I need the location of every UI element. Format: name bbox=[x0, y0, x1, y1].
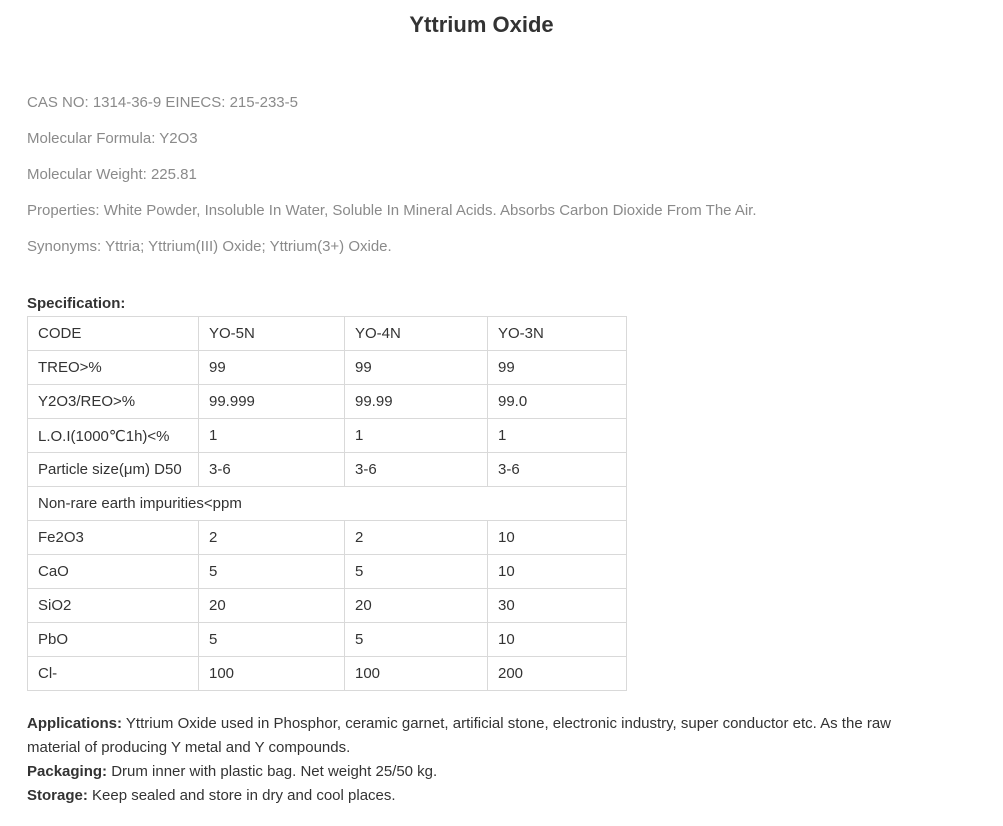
table-cell: 5 bbox=[199, 623, 345, 657]
table-cell: 5 bbox=[199, 555, 345, 589]
table-row bbox=[28, 657, 627, 691]
molecular-formula: Molecular Formula: Y2O3 bbox=[27, 130, 198, 147]
table-cell: 100 bbox=[345, 657, 488, 691]
synonyms: Synonyms: Yttria; Yttrium(III) Oxide; Yttrium(3+) Oxide. bbox=[27, 238, 392, 255]
molecular-weight: Molecular Weight: 225.81 bbox=[27, 166, 197, 183]
packaging bbox=[27, 760, 927, 784]
table-cell: 10 bbox=[488, 623, 627, 657]
table-cell: 20 bbox=[345, 589, 488, 623]
table-cell: 10 bbox=[488, 521, 627, 555]
table-row bbox=[28, 521, 627, 555]
table-cell: 5 bbox=[345, 555, 488, 589]
storage-text: Keep sealed and store in dry and cool places. bbox=[87, 787, 396, 804]
table-cell: SiO2 bbox=[28, 589, 199, 623]
table-cell: Fe2O3 bbox=[28, 521, 199, 555]
specification-table bbox=[27, 316, 627, 691]
table-cell: 3-6 bbox=[488, 453, 627, 487]
applications-label: Applications: bbox=[27, 715, 123, 732]
page-title: Yttrium Oxide bbox=[409, 12, 554, 37]
table-row bbox=[28, 589, 627, 623]
packaging-text: Drum inner with plastic bag. Net weight 25/50 kg. bbox=[107, 763, 438, 780]
table-row bbox=[28, 555, 627, 589]
table-cell: 2 bbox=[199, 521, 345, 555]
table-row bbox=[28, 453, 627, 487]
table-row bbox=[28, 419, 627, 453]
table-cell: CaO bbox=[28, 555, 199, 589]
table-header-cell: CODE bbox=[28, 317, 199, 351]
table-cell: L.O.I(1000℃1h)<% bbox=[28, 419, 199, 453]
product-notes bbox=[27, 712, 927, 808]
table-cell: Y2O3/REO>% bbox=[28, 385, 199, 419]
storage bbox=[27, 784, 927, 808]
table-header-cell: YO-4N bbox=[345, 317, 488, 351]
table-cell: 99 bbox=[199, 351, 345, 385]
table-cell: 99 bbox=[345, 351, 488, 385]
table-cell: 10 bbox=[488, 555, 627, 589]
table-cell: TREO>% bbox=[28, 351, 199, 385]
table-cell: Particle size(μm) D50 bbox=[28, 453, 199, 487]
table-header-row bbox=[28, 317, 627, 351]
table-row bbox=[28, 351, 627, 385]
table-cell: 99.99 bbox=[345, 385, 488, 419]
table-header-cell: YO-5N bbox=[199, 317, 345, 351]
table-cell: 1 bbox=[199, 419, 345, 453]
table-cell: 5 bbox=[345, 623, 488, 657]
table-cell: 3-6 bbox=[345, 453, 488, 487]
properties: Properties: White Powder, Insoluble In Water, Soluble In Mineral Acids. Absorbs Carbon Dioxide From The Air. bbox=[27, 202, 757, 219]
table-cell: 30 bbox=[488, 589, 627, 623]
cas-number: CAS NO: 1314-36-9 EINECS: 215-233-5 bbox=[27, 94, 298, 111]
table-cell: 3-6 bbox=[199, 453, 345, 487]
specification-label: Specification: bbox=[27, 295, 126, 312]
table-cell: 20 bbox=[199, 589, 345, 623]
table-cell: 1 bbox=[345, 419, 488, 453]
table-row bbox=[28, 623, 627, 657]
table-cell: 100 bbox=[199, 657, 345, 691]
table-cell: 2 bbox=[345, 521, 488, 555]
table-cell: 99.999 bbox=[199, 385, 345, 419]
table-cell: 99.0 bbox=[488, 385, 627, 419]
applications-text: Yttrium Oxide used in Phosphor, ceramic garnet, artificial stone, electronic industry, super conductor etc. As the raw material of producing Y metal and Y compounds. bbox=[27, 715, 891, 756]
packaging-label: Packaging: bbox=[27, 763, 108, 780]
table-cell: 1 bbox=[488, 419, 627, 453]
table-cell: 99 bbox=[488, 351, 627, 385]
table-header-cell: YO-3N bbox=[488, 317, 627, 351]
storage-label: Storage: bbox=[27, 787, 88, 804]
table-row bbox=[28, 385, 627, 419]
applications bbox=[27, 712, 927, 760]
table-cell: Cl- bbox=[28, 657, 199, 691]
table-section-row bbox=[28, 487, 627, 521]
table-cell: 200 bbox=[488, 657, 627, 691]
impurities-section-label: Non-rare earth impurities<ppm bbox=[28, 487, 627, 521]
table-cell: PbO bbox=[28, 623, 199, 657]
